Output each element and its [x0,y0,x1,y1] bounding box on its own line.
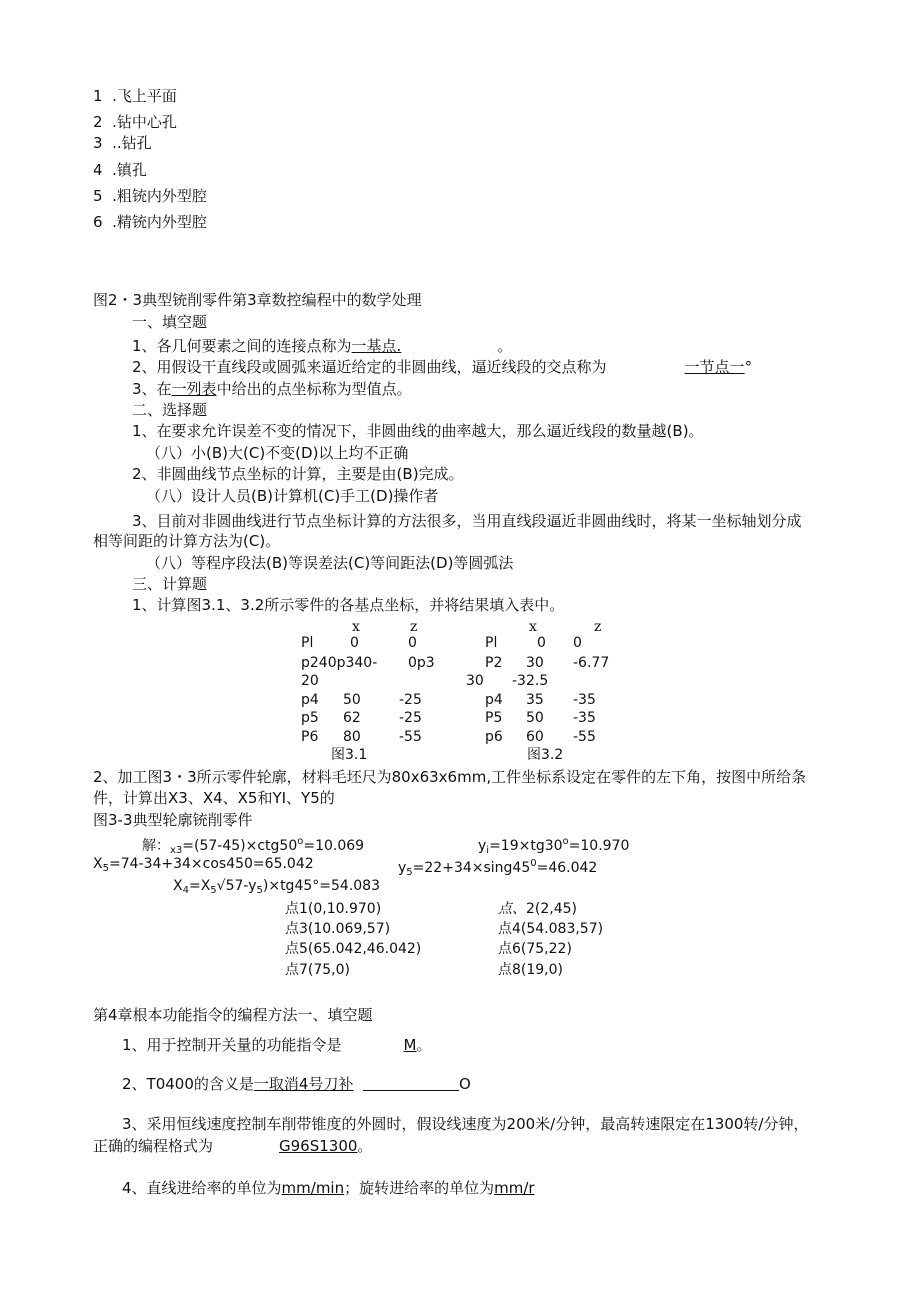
list-item-text: .钻中心孔 [112,113,177,131]
list-item-number: 5 [93,187,103,205]
table-cell: 30 [466,673,484,689]
question-calc-1: 1、计算图3.1、3.2所示零件的各基点坐标，并将结果填入表中。 [132,596,565,614]
answer-text: 一列表 [171,380,217,398]
table-cell: 60 [526,729,544,745]
list-item [93,133,152,153]
formula-superscript: 0 [530,858,537,869]
question-text: 中给出的点坐标称为型值点。 [216,380,412,398]
table-cell: -6.77 [573,655,610,671]
list-item-number: 1 [93,87,103,105]
question-text: 1、各几何要素之间的连接点称为 [132,337,352,355]
table-cell: -35 [573,710,596,726]
formula-text: =74-34+34×cos450=65.042 [108,856,314,872]
formula-text: y [398,860,407,876]
table-header-z: z [410,619,418,635]
list-item-number: 3 [93,134,103,152]
list-item-text: .精铳内外型腔 [112,213,207,231]
question-ch3-q2 [132,357,752,377]
list-item-number: 4 [93,161,103,179]
formula-text: )×tg45°=54.083 [262,878,380,894]
table-cell: -25 [399,692,422,708]
table-cell: -25 [399,710,422,726]
question-text: 3、在 [132,380,172,398]
list-item-number: 2 [93,113,103,131]
table-cell: p5 [301,710,319,726]
question-calc-2-cont: 件，计算出X3、X4、X5和YI、Y5的 [93,789,335,807]
table-cell: 30 [526,655,544,671]
question-text: ；旋转进给率的单位为 [344,1179,495,1197]
question-ch4-q3: 3、采用恒线速度控制车削带锥度的外圆时，假设线速度为200米/分钟，最高转速限定在1300转/分钟， [122,1115,809,1133]
table-cell: p4 [301,692,319,708]
table-cell: p4 [485,692,503,708]
answer-text: mm/min [281,1179,345,1197]
formula-subscript: i [486,845,490,856]
question-text: 4、直线进给率的单位为 [122,1179,282,1197]
table-cell: p6 [485,729,503,745]
solution-y5 [398,854,597,883]
answer-text: 一基点. [351,337,402,355]
table-cell: P2 [485,655,503,671]
formula-subscript: 5 [256,885,263,896]
formula-text: =19×tg30 [489,838,563,854]
table-cell: 0 [408,635,417,651]
answer-text: 一取消4号刀补 [253,1075,354,1093]
formula-text: y [478,838,487,854]
formula-text: =10.069 [303,838,365,854]
table-cell: 50 [526,710,544,726]
formula-text: X [93,856,103,872]
list-item [93,86,177,106]
punctuation: O [458,1075,471,1093]
list-item [93,160,147,180]
figure-caption-3-3: 图3-3典型轮廓铳削零件 [93,811,253,829]
answer-text: M [403,1036,417,1054]
point-coordinate: 点1(0,10.970) [285,901,382,917]
question-ch3-q3 [132,379,412,399]
table-cell: p240p340- [301,655,378,671]
table-cell: 62 [343,710,361,726]
table-cell: -55 [399,729,422,745]
list-item-number: 6 [93,213,103,231]
section-heading-choice: 二、选择题 [132,401,208,419]
solution-label: 解： [142,838,170,854]
answer-text: mm/r [494,1179,535,1197]
formula-text: =46.042 [536,860,598,876]
table-cell: 0p3 [408,655,435,671]
punctuation: ° [744,358,753,376]
answer-text: 一节点一 [684,358,745,376]
formula-subscript: 5 [210,885,217,896]
question-text: 正确的编程格式为 [93,1137,214,1155]
formula-subscript: 5 [406,867,413,878]
table-caption: 图3.2 [527,747,564,763]
point-coordinate [498,899,577,919]
punctuation: 。 [416,1036,432,1054]
point-coordinate: 点7(75,0) [285,962,351,978]
table-header-z: z [594,619,602,635]
question-ch4-q4 [122,1178,535,1198]
question-ch4-q2 [122,1074,471,1094]
punctuation: 。 [497,337,513,355]
point-coordinate: 点8(19,0) [498,962,564,978]
punctuation: 。 [357,1137,373,1155]
question-text: 1、用于控制开关量的功能指令是 [122,1036,342,1054]
answer-blank-line [363,1075,459,1091]
formula-text: √57-y [216,878,257,894]
table-cell: P6 [301,729,319,745]
question-choice-1: 1、在要求允许误差不变的情况下，非圆曲线的曲率越大，那么逼近线段的数量越(B)。 [132,422,704,440]
table-cell: 50 [343,692,361,708]
formula-subscript: x3 [170,845,183,856]
question-ch4-q1 [122,1035,432,1055]
formula-text: =10.970 [568,838,630,854]
list-item-text: .镇孔 [112,161,147,179]
table-cell: P5 [485,710,503,726]
section-heading-fill: 一、填空题 [132,313,208,331]
table-cell: 0 [537,635,546,651]
table-header-x: x [529,619,537,635]
list-item [93,186,207,206]
point-coordinate: 点4(54.083,57) [498,921,604,937]
formula-subscript: 4 [182,885,189,896]
list-item-text: .飞上平面 [112,87,177,105]
formula-text: =22+34×sing45 [412,860,531,876]
point-label: 点、 [498,901,526,917]
point-coordinate: 点3(10.069,57) [285,921,391,937]
table-cell: -55 [573,729,596,745]
figure-caption-chapter-heading: 图2・3典型铳削零件第3章数控编程中的数学处理 [93,291,422,309]
formula-text: X [173,878,183,894]
table-cell: -35 [573,692,596,708]
formula-superscript: o [562,836,569,847]
question-choice-3-cont: 相等间距的计算方法为(C)。 [93,532,281,550]
table-header-x: x [352,619,360,635]
table-cell: 80 [343,729,361,745]
point-value: 2(2,45) [526,901,578,917]
table-cell: 0 [350,635,359,651]
question-choice-2: 2、非圆曲线节点坐标的计算，主要是由(B)完成。 [132,465,464,483]
question-ch3-q1 [132,336,512,356]
point-coordinate: 点6(75,22) [498,941,572,957]
table-cell: Pl [301,635,314,651]
table-cell: Pl [485,635,498,651]
question-text: 2、T0400的含义是 [122,1075,254,1093]
table-cell: 35 [526,692,544,708]
question-ch4-q3-cont [93,1136,372,1156]
list-item [93,212,207,232]
table-cell: 20 [301,673,319,689]
question-choice-3: 3、目前对非圆曲线进行节点坐标计算的方法很多，当用直线段逼近非圆曲线时，将某一坐标轴划分成 [132,512,802,530]
formula-text: =(57-45)×ctg50 [182,838,298,854]
table-cell: -32.5 [512,673,549,689]
section-heading-calc: 三、计算题 [132,575,208,593]
answer-text: G96S1300 [279,1137,358,1155]
formula-text: =X [188,878,211,894]
question-calc-2: 2、加工图3・3所示零件轮廓，材料毛坯尺为80x63x6mm,工件坐标系设定在零件的左下角，按图中所给条 [93,768,807,786]
question-text: 2、用假设干直线段或圆弧来逼近给定的非圆曲线，逼近线段的交点称为 [132,358,607,376]
list-item [93,112,177,132]
table-cell: 0 [573,635,582,651]
choice-options-2: （八）设计人员(B)计算机(C)手工(D)操作者 [146,487,439,505]
chapter-heading-4: 第4章根本功能指令的编程方法一、填空题 [93,1006,373,1024]
solution-x4 [173,876,380,901]
list-item-text: ..钻孔 [112,134,152,152]
table-caption: 图3.1 [331,747,368,763]
choice-options-3: （八）等程序段法(B)等误差法(C)等间距法(D)等圆弧法 [146,554,514,572]
point-coordinate: 点5(65.042,46.042) [285,941,422,957]
formula-superscript: o [297,836,304,847]
formula-subscript: 5 [102,863,109,874]
list-item-text: .粗铳内外型腔 [112,187,207,205]
choice-options-1: （八）小(B)大(C)不变(D)以上均不正确 [146,444,409,462]
